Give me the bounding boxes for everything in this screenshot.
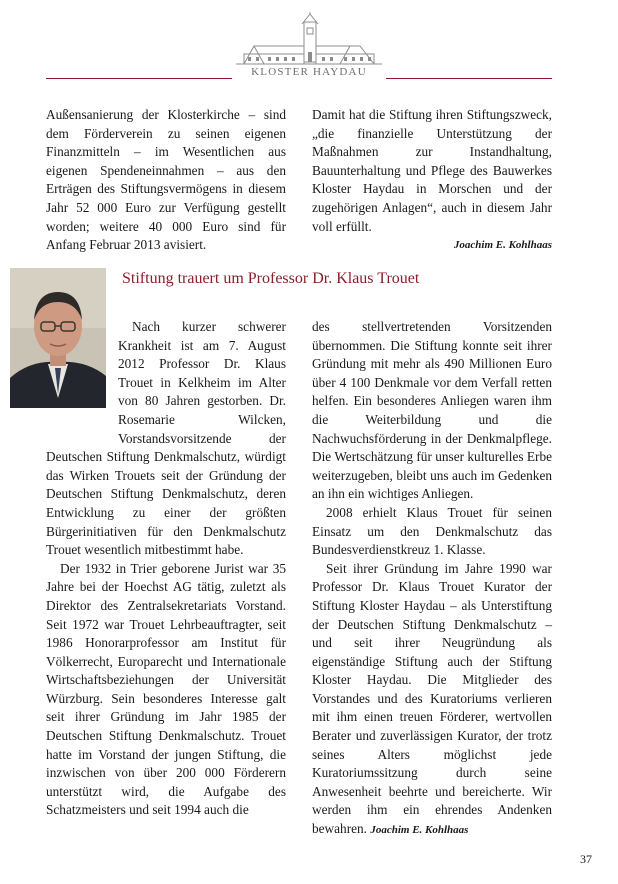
header-rule-left (46, 78, 232, 79)
article-right-column (312, 318, 552, 840)
article-paragraph-final (312, 560, 552, 840)
intro-right-paragraph: Damit hat die Stiftung ihren Stiftungszweck, „die finanzielle Unterstützung der Maßnahmen zur Instandhaltung, Bauunterhaltung und Pflege des Bauwerkes Kloster Haydau in Morschen und der zugehörigen Anlagen“, auch in diesem Jahr voll erfüllt. (312, 107, 552, 234)
page-header (0, 0, 618, 90)
intro-right-column (312, 106, 552, 255)
intro-signature: Joachim E. Kohlhaas (453, 239, 552, 252)
article-signature: Joachim E. Kohlhaas (370, 824, 469, 837)
article-paragraph: Nach kurzer schwerer Krankheit ist am 7. August 2012 Professor Dr. Klaus Trouet in Kelkheim im Alter von 80 Jahren gestorben. Dr. Rosemarie Wilcken, Vorstandsvorsitzende der Deutschen Stiftung Denkmalschutz, würdigt das Wirken Trouets seit der Gründung der Deutschen Stiftung Denkmalschutz, deren Entwicklung zu einer der größten Bürgerinitiativen für den Denkmalschutz Trouet wesentlich mitbestimmt habe. (46, 319, 286, 558)
article-paragraph: Der 1932 in Trier geborene Jurist war 35 Jahre bei der Hoechst AG tätig, zuletzt als Direktor des Zentralsekretariats Vorstand. Seit 1972 war Trouet Lehrbeauftragter, seit 1986 Honorarprofessor am Institut für Völkerrecht, Europarecht und Internationale Wirtschaftsbeziehungen der Universität Würzburg. Sein besonderes Interesse galt seit ihrer Gründung im Jahr 1985 der Deutschen Stiftung Denkmalschutz. Trouet hatte im Vorstand der jungen Stiftung, die inzwischen von über 200 000 Förderern unterstützt wird, die Aufgabe des Schatzmeisters und seit 1994 auch die (46, 560, 286, 818)
page-number: 37 (580, 852, 592, 866)
article-paragraph: des stellvertretenden Vorsitzenden übernommen. Die Stiftung konnte seit ihrer Gründung mit mehr als 490 Millionen Euro über 4 100 Denkmale vor dem Verfall retten helfen. Ein besonderes Anliegen waren ihm die Weiterbildung und die Nachwuchsförderung in der Denkmalpflege. Die Wertschätzung für unser kulturelles Erbe weiterzugeben, bleibt uns auch im Gedenken an ihn ein wichtiges Anliegen. (312, 319, 552, 502)
article-title: Stiftung trauert um Professor Dr. Klaus Trouet (122, 270, 420, 287)
header-rule-right (386, 78, 552, 79)
article-paragraph: 2008 erhielt Klaus Trouet für seinen Einsatz um den Denkmalschutz das Bundesverdienstkreuz 1. Klasse. (312, 504, 552, 558)
intro-left-column (46, 106, 286, 255)
article-final-text: Seit ihrer Gründung im Jahre 1990 war Professor Dr. Klaus Trouet Kurator der Stiftung Kloster Haydau – als Unterstiftung der Deutschen Stiftung Denkmalschutz – und seit ihrer Neugründung als eigenständige Stiftung auch der Stiftung Kloster Haydau. Die Mitglieder des Vorstandes und des Kuratoriums verlieren mit ihm einen treuen Förderer, wertvollen Berater und zuverlässigen Kurator, der trotz seines Alters möglichst jede Kuratoriumssitzung durch seine Anwesenheit beehrte und bereicherte. Wir werden ihm ein ehrendes Andenken bewahren. (312, 560, 552, 837)
intro-left-paragraph: Außensanierung der Klosterkirche – sind dem Förderverein zu seinen eigenen Finanzmitteln – im Wesentlichen aus eigenen Spendeneinnahmen – aus den Erträgen des Stiftungsvermögens in diesem Jahr 52 000 Euro zur Verfügung gestellt worden; weitere 40 000 Euro sind für Anfang Februar 2013 avisiert. (46, 107, 286, 253)
logo-text: KLOSTER HAYDAU (251, 66, 367, 78)
article-left-column (46, 318, 286, 820)
photo-float-spacer (46, 318, 118, 430)
